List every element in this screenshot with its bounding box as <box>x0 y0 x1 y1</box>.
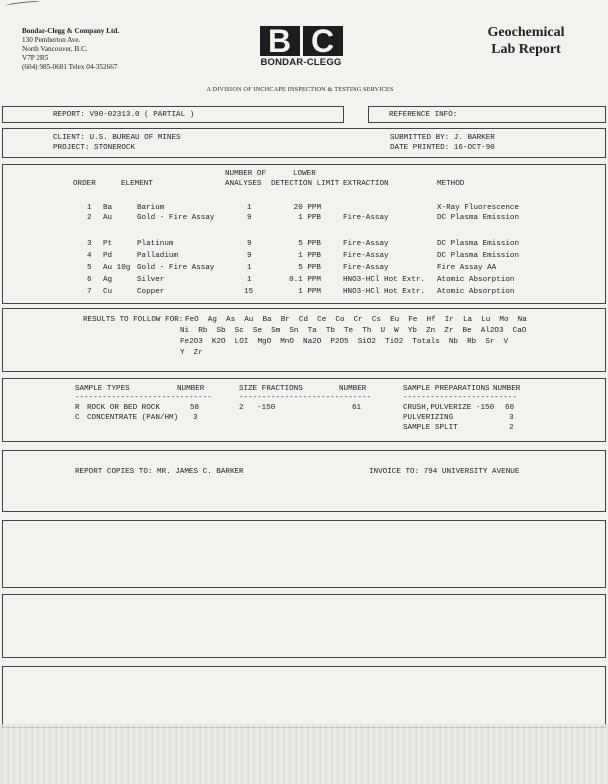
sample-type-number: 58 <box>190 404 200 412</box>
logo-mark <box>256 23 346 59</box>
address-line: North Vancouver, B.C. <box>22 45 88 53</box>
prep-number: 60 <box>505 404 515 412</box>
row-element: Silver <box>137 276 165 284</box>
row-limit: 20 PPM <box>293 204 321 212</box>
row-limit: 1 PPB <box>298 252 321 260</box>
sample-types-header: SAMPLE TYPES <box>75 385 130 393</box>
report-title-line1: Geochemical <box>487 25 565 40</box>
empty-box-3 <box>2 666 606 728</box>
results-label: RESULTS TO FOLLOW FOR: <box>83 316 184 324</box>
row-method: Atomic Absorption <box>437 288 515 296</box>
header-order: ORDER <box>73 180 96 188</box>
row-extraction: Fire-Assay <box>343 264 389 272</box>
submitted-by: SUBMITTED BY: J. BARKER <box>390 134 495 142</box>
row-code: Cu <box>103 288 113 296</box>
copies-box <box>2 450 606 512</box>
size-number: 61 <box>352 404 362 412</box>
row-method: DC Plasma Emission <box>437 240 520 248</box>
row-code: Pt <box>103 240 113 248</box>
sample-type-code: C <box>75 414 80 422</box>
row-analyses: 1 <box>247 276 252 284</box>
report-title-line2: Lab Report <box>491 42 561 57</box>
sample-types-number-header: NUMBER <box>177 385 205 393</box>
results-line: Fe2O3 K2O LOI MgO MnO Na2O P2O5 SiO2 TiO2 Totals Nb Rb Sr V <box>180 338 509 346</box>
row-limit: 1 PPM <box>298 288 321 296</box>
row-extraction: Fire-Assay <box>343 240 389 248</box>
bondar-clegg-logo <box>256 23 346 68</box>
row-element: Palladium <box>137 252 179 260</box>
row-order: 5 <box>87 264 92 272</box>
row-analyses: 9 <box>247 252 252 260</box>
elements-table <box>2 164 606 304</box>
prep-name: SAMPLE SPLIT <box>403 424 458 432</box>
row-order: 7 <box>87 288 92 296</box>
row-method: Fire Assay AA <box>437 264 497 272</box>
row-order: 3 <box>87 240 92 248</box>
header-method: METHOD <box>437 180 465 188</box>
size-fractions-header: SIZE FRACTIONS <box>239 385 303 393</box>
report-id-box <box>2 106 344 123</box>
row-code: Ag <box>103 276 113 284</box>
row-extraction: Fire-Assay <box>343 214 389 222</box>
row-analyses: 15 <box>244 288 254 296</box>
row-limit: 5 PPB <box>298 240 321 248</box>
results-box <box>2 308 606 372</box>
sample-type-number: 3 <box>193 414 198 422</box>
row-method: DC Plasma Emission <box>437 252 520 260</box>
sample-type-code: R <box>75 404 80 412</box>
address-line: V7P 2R5 <box>22 54 49 62</box>
row-element: Barium <box>137 204 165 212</box>
logo-letter-b: B <box>260 26 300 56</box>
header-extraction: EXTRACTION <box>343 180 389 188</box>
underline: ------------------------- <box>403 394 517 402</box>
row-limit: 1 PPB <box>298 214 321 222</box>
samples-box <box>2 378 606 442</box>
reference-box <box>368 106 606 123</box>
row-element: Gold - Fire Assay <box>137 214 215 222</box>
row-code: Ba <box>103 204 113 212</box>
row-code: Au 10g <box>103 264 131 272</box>
empty-box-2 <box>2 594 606 658</box>
prep-number: 3 <box>509 414 514 422</box>
division-line: A DIVISION OF INCHCAPE INSPECTION & TESTING SERVICES <box>206 86 394 93</box>
row-analyses: 9 <box>247 240 252 248</box>
row-limit: 0.1 PPM <box>289 276 321 284</box>
results-line: Ni Rb Sb Sc Se Sm Sn Ta Tb Te Th U W Yb Zn Zr Be Al2O3 CaO <box>180 327 527 335</box>
company-name: Bondar-Clegg & Company Ltd. <box>22 27 120 35</box>
report-copies: REPORT COPIES TO: MR. JAMES C. BARKER <box>75 468 244 476</box>
row-method: X-Ray Fluorescence <box>437 204 520 212</box>
company-address <box>22 27 119 72</box>
invoice-to: INVOICE TO: 794 UNIVERSITY AVENUE <box>369 468 520 476</box>
row-analyses: 9 <box>247 214 252 222</box>
results-line: Y Zr <box>180 349 203 357</box>
logo-name: BONDAR-CLEGG <box>260 57 342 68</box>
row-element: Platinum <box>137 240 174 248</box>
client-line: CLIENT: U.S. BUREAU OF MINES <box>53 134 181 142</box>
row-extraction: HNO3-HCl Hot Extr. <box>343 288 426 296</box>
size-code: 2 <box>239 404 244 412</box>
row-order: 2 <box>87 214 92 222</box>
row-element: Copper <box>137 288 165 296</box>
header-lower: LOWER <box>293 170 316 178</box>
prep-name: PULVERIZING <box>403 414 454 422</box>
row-extraction: HNO3-HCl Hot Extr. <box>343 276 426 284</box>
sample-type-name: CONCENTRATE (PAN/HM) <box>87 414 179 422</box>
reference-info: REFERENCE INFO: <box>389 111 458 119</box>
header-number-of: NUMBER OF <box>225 170 267 178</box>
report-id: REPORT: V90-02313.0 ( PARTIAL ) <box>53 111 195 119</box>
report-title <box>466 24 586 58</box>
address-line: 130 Pemberton Ave. <box>22 36 81 44</box>
underline: ----------------------------- <box>239 394 372 402</box>
size-name: -150 <box>257 404 276 412</box>
logo-letter-c: C <box>303 26 343 56</box>
row-code: Au <box>103 214 113 222</box>
row-code: Pd <box>103 252 113 260</box>
header-detection-limit: DETECTION LIMIT <box>271 180 340 188</box>
row-method: DC Plasma Emission <box>437 214 520 222</box>
header-analyses: ANALYSES <box>225 180 262 188</box>
empty-box-1 <box>2 520 606 588</box>
row-extraction: Fire-Assay <box>343 252 389 260</box>
underline: ------------------------------ <box>75 394 212 402</box>
pen-scribble <box>6 0 40 9</box>
prep-number: 2 <box>509 424 514 432</box>
prep-number-header: NUMBER <box>493 385 521 393</box>
address-line: (604) 985-0681 Telex 04-352667 <box>22 63 118 71</box>
row-order: 6 <box>87 276 92 284</box>
date-printed: DATE PRINTED: 16-OCT-90 <box>390 144 495 152</box>
row-method: Atomic Absorption <box>437 276 515 284</box>
row-limit: 5 PPB <box>298 264 321 272</box>
row-order: 4 <box>87 252 92 260</box>
scan-noise <box>0 724 608 784</box>
prep-name: CRUSH,PULVERIZE -150 <box>403 404 495 412</box>
row-element: Gold - Fire Assay <box>137 264 215 272</box>
row-order: 1 <box>87 204 92 212</box>
size-number-header: NUMBER <box>339 385 367 393</box>
header-element: ELEMENT <box>121 180 153 188</box>
results-line: FeO Ag As Au Ba Br Cd Ce Co Cr Cs Eu Fe Hf Ir La Lu Mo Na <box>185 316 527 324</box>
row-analyses: 1 <box>247 264 252 272</box>
sample-type-name: ROCK OR BED ROCK <box>87 404 160 412</box>
row-analyses: 1 <box>247 204 252 212</box>
client-box <box>2 128 606 158</box>
project-line: PROJECT: STONEROCK <box>53 144 136 152</box>
prep-header: SAMPLE PREPARATIONS <box>403 385 490 393</box>
